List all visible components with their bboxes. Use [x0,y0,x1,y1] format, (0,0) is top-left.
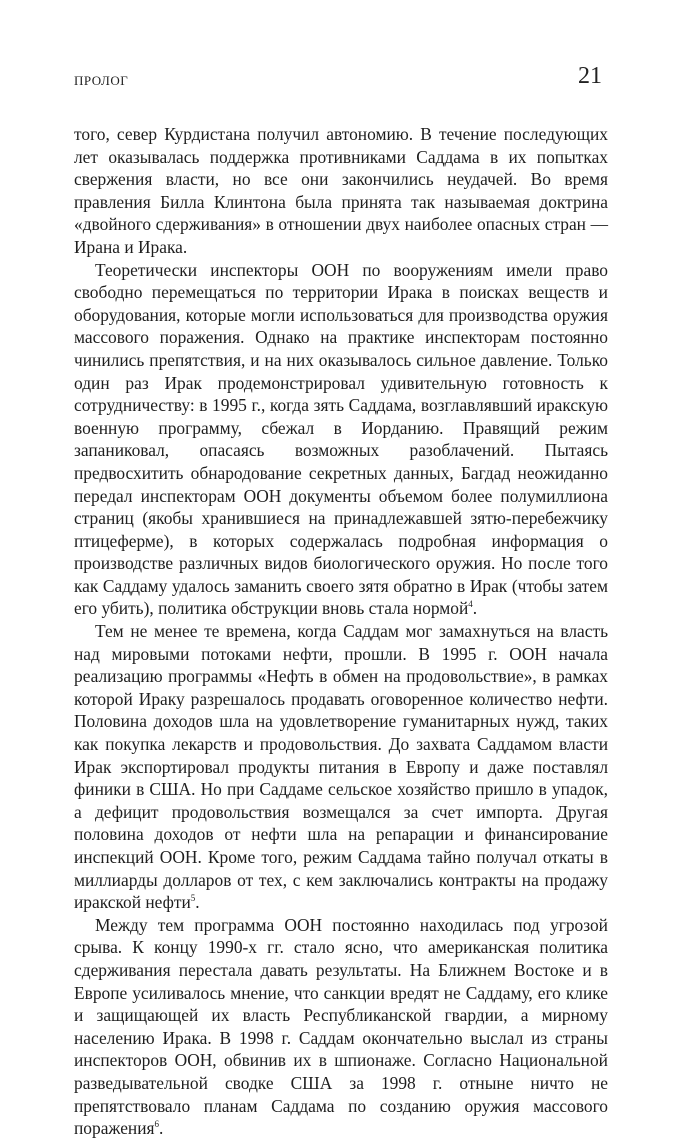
page-number: 21 [578,63,602,89]
body-text [74,123,608,1140]
paragraph-text: того, север Курдистана получил автономию. В течение последующих лет оказывалась поддержка противниками Саддама в их попытках свержения власти, но все они закончились неудачей. Во время правления Билла Клинтона была принята так называемая доктрина «двойного сдерживания» в отношении двух наиболее опасных стран — Ирана и Ирака. [74,124,608,257]
paragraph-text: Тем не менее те времена, когда Саддам мог замахнуться на власть над мировыми потоками нефти, прошли. В 1995 г. ООН начала реализацию программы «Нефть в обмен на продовольствие», в рамках которой Ираку разрешалось продавать оговоренное количество нефти. Половина доходов шла на удовлетворение гуманитарных нужд, таких как покупка лекарств и продовольствия. До захвата Саддамом власти Ирак экспортировал продукты питания в Европу и даже поставлял финики в США. Но при Саддаме сельское хозяйство пришло в упадок, а дефицит продовольствия возмещался за счет импорта. Другая половина доходов от нефти шла на репарации и финансирование инспекций ООН. Кроме того, режим Саддама тайно получал откаты в миллиарды долларов от тех, с кем заключались контракты на продажу иракской нефти [74,621,608,913]
paragraph [74,123,608,259]
footnote-marker[interactable]: 5 [190,893,196,904]
paragraph: Теоретически инспекторы ООН по вооружениям имели право свободно перемещаться по территории Ирака в поисках веществ и оборудования, которые могли использоваться для производства оружия массового поражения. Однако на практике инспекторам постоянно чинились препятствия, и на них оказывалось сильное давление. Только один раз Ирак продемонстрировал удивительную готовность к сотрудничеству: в 1995 г., когда зять Саддама, возглавлявший иракскую военную программу, сбежал в Иорданию. Правящий режим запаниковал, опасаясь возможных разоблачений. Пытаясь предвосхитить обнародование секретных данных, Багдад неожиданно передал инспекторам ООН документы объемом более полумиллиона страниц (якобы хранившиеся на принадлежавшей зятю-перебежчику птицеферме), в которых содержалась подробная информация о производстве различных видов биологического оружия. Но после того как Саддаму удалось заманить своего зятя обратно в Ирак (чтобы затем его убить), политика обструкции вновь стала нормой$^4$. [74,259,608,619]
running-title: ПРОЛОГ [74,73,129,88]
paragraph: Тем не менее те времена, когда Саддам мог замахнуться на власть над мировыми потоками нефти, прошли. В 1995 г. ООН начала реализацию программы «Нефть в обмен на продовольствие», в рамках которой Ираку разрешалось продавать оговоренное количество нефти. Половина доходов шла на удовлетворение гуманитарных нужд, таких как покупка лекарств и продовольствия. До захвата Саддамом власти Ирак экспортировал продукты питания в Европу и даже поставлял финики в США. Но при Саддаме сельское хозяйство пришло в упадок, а дефицит продовольствия возмещался за счет импорта. Другая половина доходов от нефти шла на репарации и финансирование инспекций ООН. Кроме того, режим Саддама тайно получал откаты в миллиарды долларов от тех, с кем заключались контракты на продажу иракской нефти$^5$. [74,621,608,913]
footnote-marker[interactable]: 6 [154,1119,160,1130]
footnote-marker[interactable]: 4 [468,599,473,610]
paragraph-text: Между тем программа ООН постоянно находилась под угрозой срыва. К концу 1990-х гг. стало ясно, что американская политика сдерживания перестала давать результаты. На Ближнем Востоке и в Европе усиливалось мнение, что санкции вредят не Саддаму, его клике и защищающей их власть Республиканской гвардии, а мирному населению Ирака. В 1998 г. Саддам окончательно выслал из страны инспекторов ООН, обвинив их в шпионаже. Согласно Национальной разведывательной сводке США за 1998 г. отныне ничто не препятствовало планам Саддама по созданию оружия массового поражения [74,914,608,1139]
paragraph: Между тем программа ООН постоянно находилась под угрозой срыва. К концу 1990-х гг. стало ясно, что американская политика сдерживания перестала давать результаты. На Ближнем Востоке и в Европе усиливалось мнение, что санкции вредят не Саддаму, его клике и защищающей их власть Республиканской гвардии, а мирному населению Ирака. В 1998 г. Саддам окончательно выслал из страны инспекторов ООН, обвинив их в шпионаже. Согласно Национальной разведывательной сводке США за 1998 г. отныне ничто не препятствовало планам Саддама по созданию оружия массового поражения$^6$. [74,914,608,1139]
paragraph-text: Теоретически инспекторы ООН по вооружениям имели право свободно перемещаться по территории Ирака в поисках веществ и оборудования, которые могли использоваться для производства оружия массового поражения. Однако на практике инспекторам постоянно чинились препятствия, и на них оказывалось сильное давление. Только один раз Ирак продемонстрировал удивительную готовность к сотрудничеству: в 1995 г., когда зять Саддама, возглавлявший иракскую военную программу, сбежал в Иорданию. Правящий режим запаниковал, опасаясь возможных разоблачений. Пытаясь предвосхитить обнародование секретных данных, Багдад неожиданно передал инспекторам ООН документы объемом более полумиллиона страниц (якобы хранившиеся на принадлежавшей зятю-перебежчику птицеферме), в которых содержалась подробная информация о производстве различных видов биологического оружия. Но после того как Саддаму удалось заманить своего зятя обратно в Ирак (чтобы затем его убить), политика обструкции вновь стала нормой [74,259,608,619]
